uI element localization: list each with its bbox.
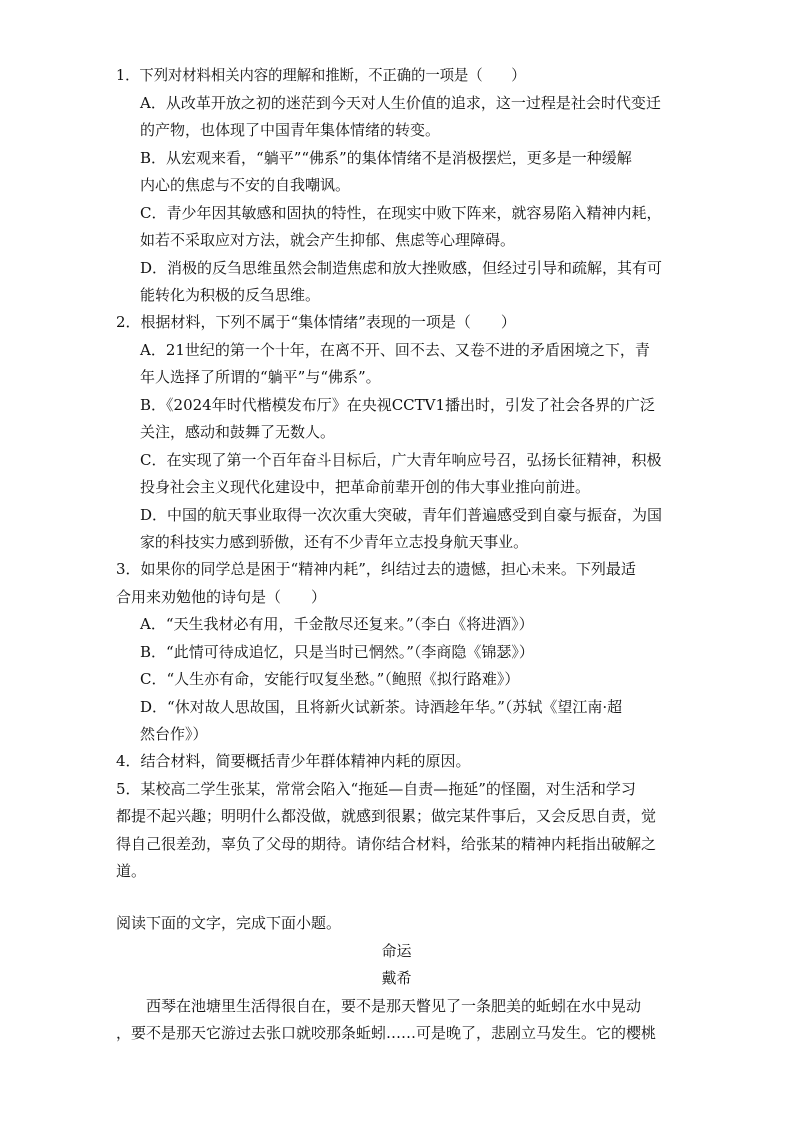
reading-instruction: 阅读下面的文字，完成下面小题。 (116, 914, 342, 932)
question-1-option-d: D．消极的反刍思维虽然会制造焦虑和放大挫败感，但经过引导和疏解，其有可 (140, 259, 663, 277)
question-1-option-c: C．青少年因其敏感和固执的特性，在现实中败下阵来，就容易陷入精神内耗， (140, 204, 662, 222)
question-3-option-d: D．“休对故人思故国，且将新火试新茶。诗酒趁年华。”（苏轼《望江南·超 (140, 698, 623, 716)
question-2-stem: 2．根据材料，下列不属于“集体情绪”表现的一项是（ ） (116, 313, 516, 331)
question-2-option-a: A．21世纪的第一个十年，在离不开、回不去、又卷不进的矛盾困境之下，青 (140, 341, 650, 359)
question-1-stem: 1．下列对材料相关内容的理解和推断，不正确的一项是（ ） (116, 66, 526, 84)
question-1-option-a: A．从改革开放之初的迷茫到今天对人生价值的追求，这一过程是社会时代变迁 (140, 94, 661, 112)
question-3-option-b: B．“此情可待成追忆，只是当时已惘然。”（李商隐《锦瑟》） (140, 643, 534, 661)
question-2-option-c-cont: 投身社会主义现代化建设中，把革命前辈开创的伟大事业推向前进。 (140, 478, 591, 496)
question-2-option-d: D．中国的航天事业取得一次次重大突破，青年们普遍感受到自豪与振奋，为国 (140, 506, 663, 524)
question-1-option-a-cont: 的产物，也体现了中国青年集体情绪的转变。 (140, 121, 441, 139)
question-2-option-d-cont: 家的科技实力感到骄傲，还有不少青年立志投身航天事业。 (140, 533, 529, 551)
question-5-stem: 5．某校高二学生张某，常常会陷入“拖延—自责—拖延”的怪圈，对生活和学习 (116, 780, 636, 798)
question-4-stem: 4．结合材料，简要概括青少年群体精神内耗的原因。 (116, 752, 471, 770)
question-3-stem-cont: 合用来劝勉他的诗句是（ ） (116, 588, 327, 606)
question-5-stem-cont-1: 都提不起兴趣；明明什么都没做，就感到很累；做完某件事后，又会反思自责，觉 (116, 807, 657, 825)
passage-paragraph-line: ，要不是那天它游过去张口就咬那条蚯蚓……可是晚了，悲剧立马发生。它的樱桃 (116, 1024, 657, 1042)
question-5-stem-cont-3: 道。 (116, 862, 147, 880)
passage-author: 戴希 (381, 969, 412, 987)
question-1-option-b: B．从宏观来看，“躺平”“佛系”的集体情绪不是消极摆烂，更多是一种缓解 (140, 149, 632, 167)
question-2-option-a-cont: 年人选择了所谓的“躺平”与“佛系”。 (140, 368, 381, 386)
question-3-stem: 3．如果你的同学总是困于“精神内耗”，纠结过去的遗憾，担心未来。下列最适 (116, 560, 636, 578)
passage-title: 命运 (381, 942, 412, 960)
question-1-option-d-cont: 能转化为积极的反刍思维。 (140, 286, 321, 304)
question-2-option-c: C．在实现了第一个百年奋斗目标后，广大青年响应号召，弘扬长征精神，积极 (140, 451, 662, 469)
question-3-option-c: C．“人生亦有命，安能行叹复坐愁。”（鲍照《拟行路难》） (140, 670, 520, 688)
question-3-option-a: A．“天生我材必有用，千金散尽还复来。”（李白《将进酒》） (140, 615, 534, 633)
question-1-option-c-cont: 如若不采取应对方法，就会产生抑郁、焦虑等心理障碍。 (140, 231, 516, 249)
question-2-option-b-cont: 关注，感动和鼓舞了无数人。 (140, 423, 336, 441)
question-3-option-d-cont: 然台作》） (140, 725, 208, 743)
question-2-option-b: B．《2024年时代楷模发布厅》在央视CCTV1播出时，引发了社会各界的广泛 (140, 396, 656, 414)
question-1-option-b-cont: 内心的焦虑与不安的自我嘲讽。 (140, 176, 351, 194)
passage-paragraph-line: 西琴在池塘里生活得很自在，要不是那天瞥见了一条肥美的蚯蚓在水中晃动 (146, 997, 642, 1015)
question-5-stem-cont-2: 得自己很差劲，辜负了父母的期待。请你结合材料，给张某的精神内耗指出破解之 (116, 835, 657, 853)
